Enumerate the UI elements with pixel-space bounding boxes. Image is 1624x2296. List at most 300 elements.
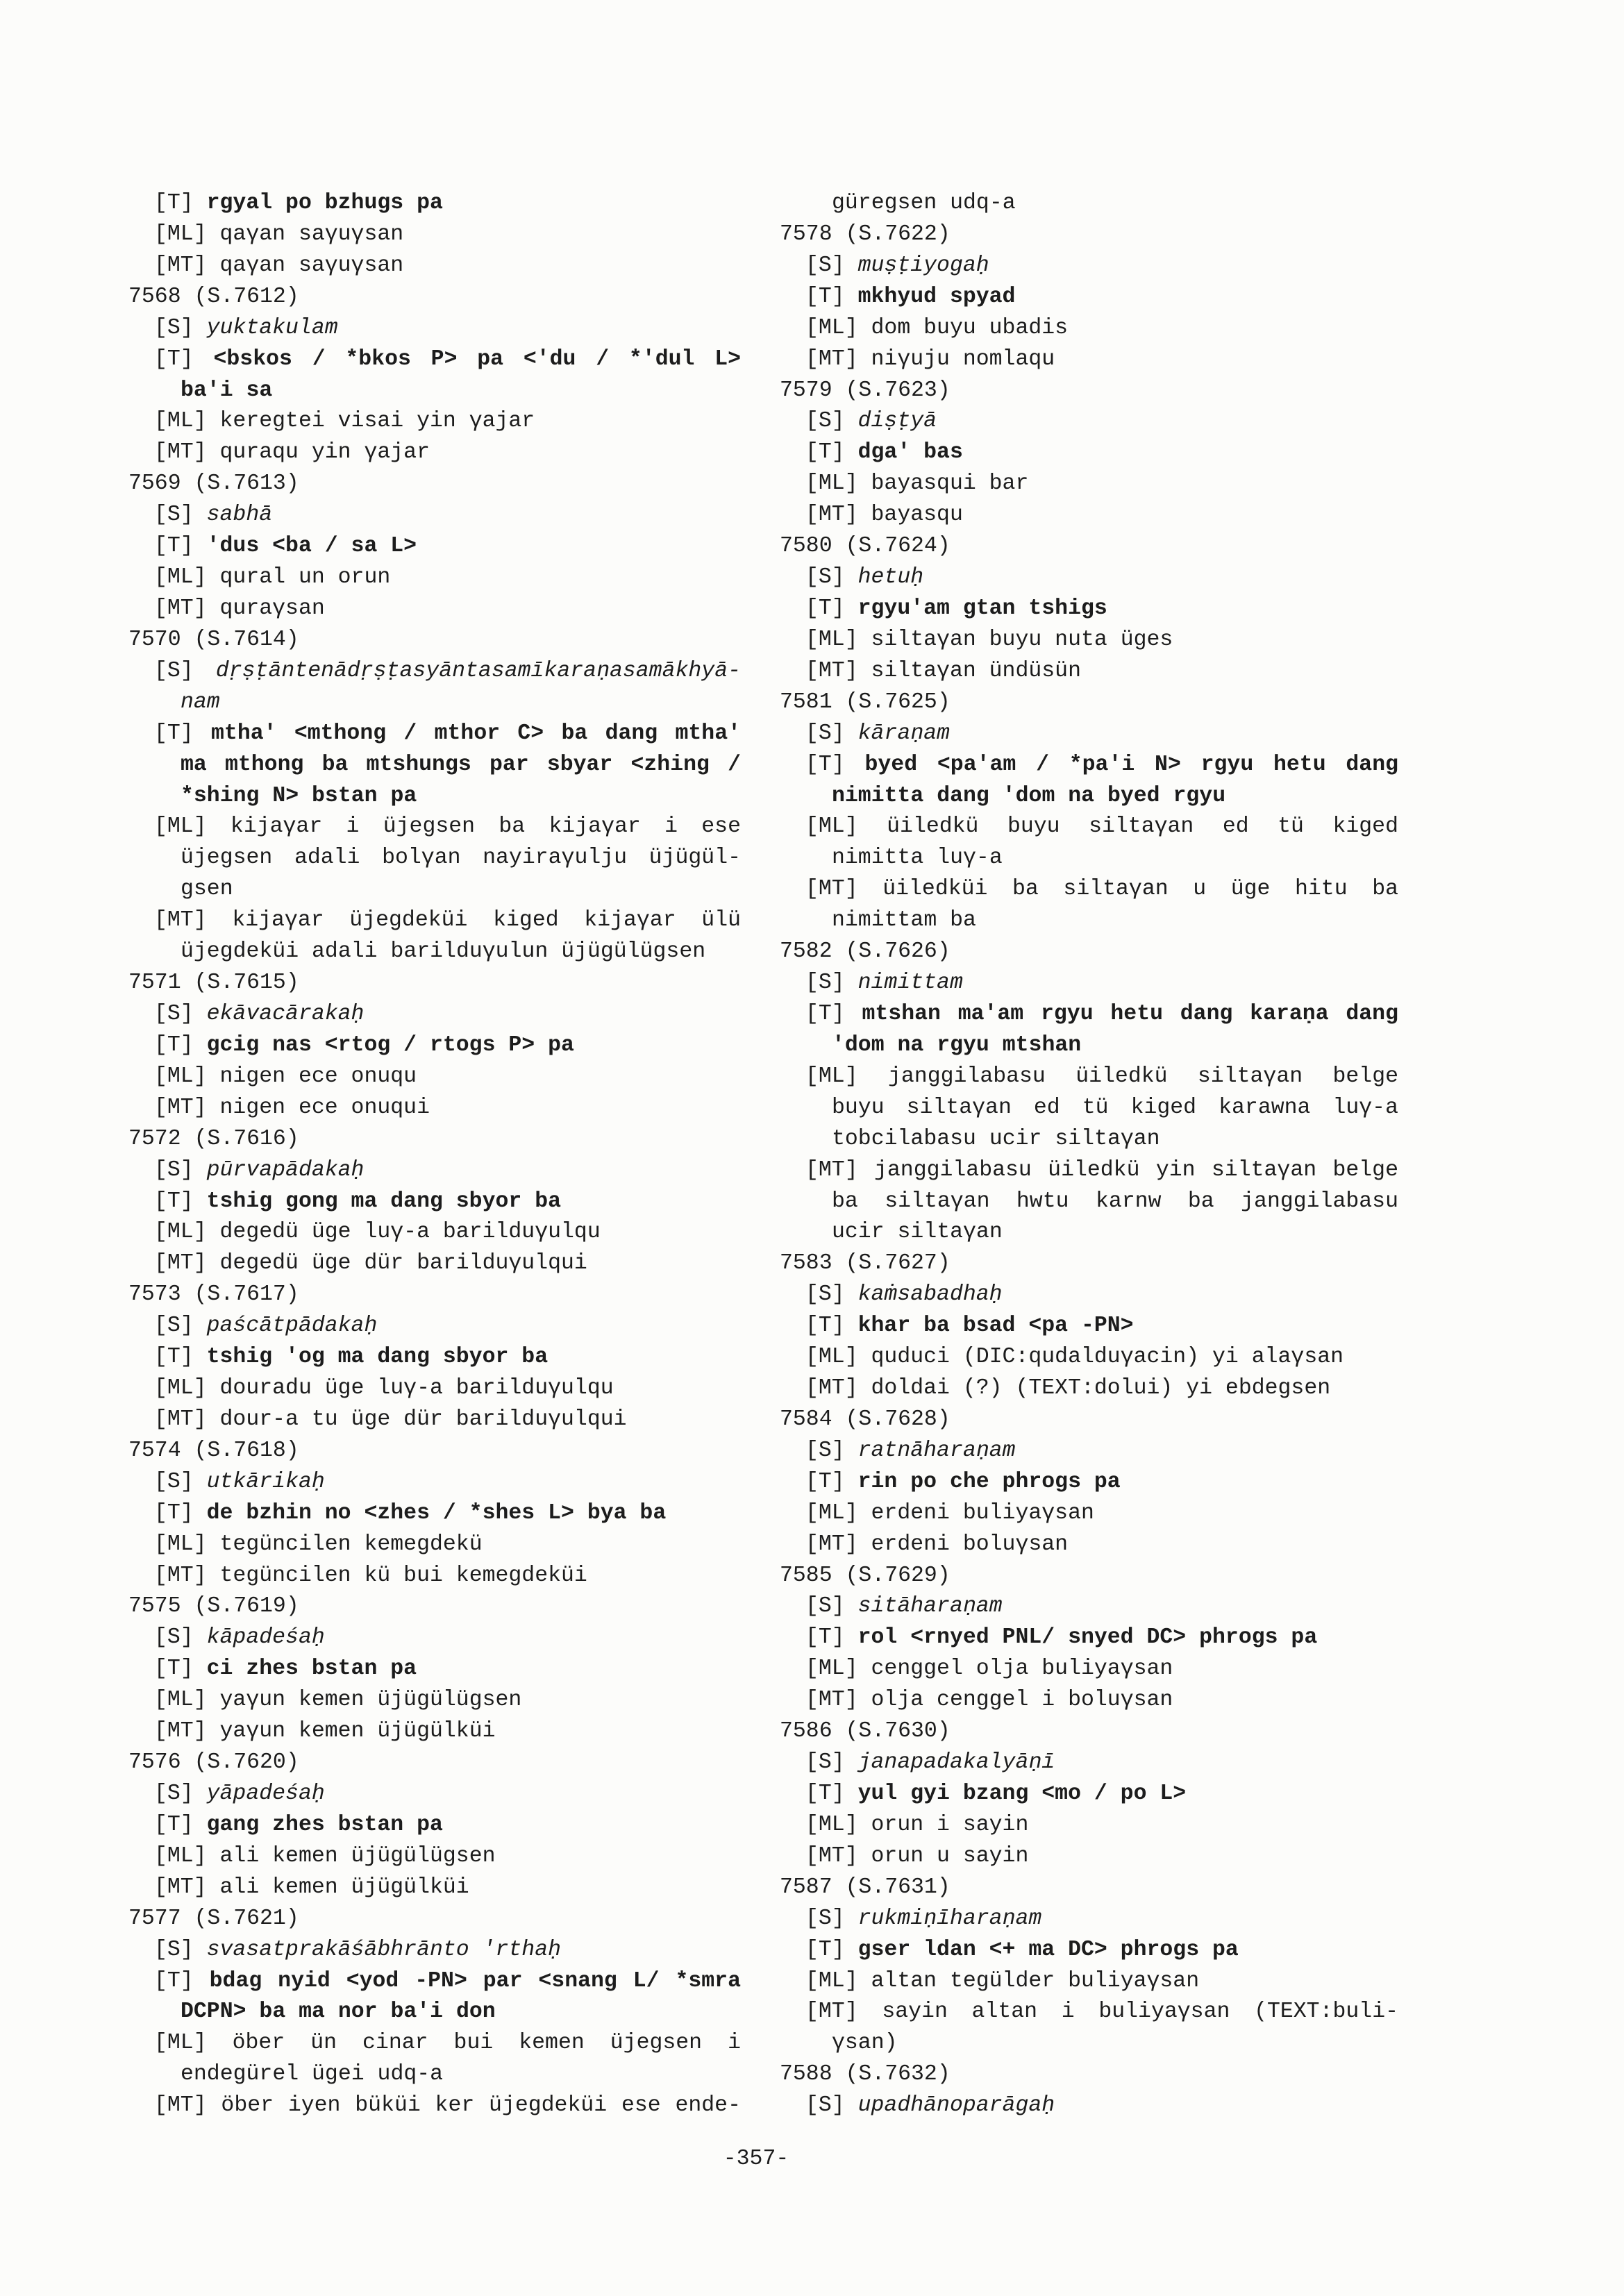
mongolian-mt-line [128,937,741,968]
sanskrit-field [780,1591,1398,1623]
mongolian-ml-line [128,562,741,594]
field-tag: [MT] [805,1157,858,1182]
field-text: degedü üge dür barilduγulqui [219,1251,587,1276]
tibetan-field [780,437,1398,469]
mongolian-ml-field [780,1810,1398,1841]
field-tag: [MT] [154,1095,207,1120]
tibetan-line [780,1467,1398,1498]
field-text: ma mthong ba mtshungs par sbyar <zhing / [181,752,741,777]
field-tag: [MT] [805,1376,858,1401]
mongolian-ml-field [128,2028,741,2090]
field-tag: [MT] [154,596,207,621]
field-text: sayin altan i buliyaγsan (TEXT:buli- [882,2000,1399,2025]
field-text: utkārikaḥ [206,1469,325,1494]
field-tag: [S] [805,1282,845,1307]
sanskrit-field [128,500,741,531]
mongolian-mt-line [780,1373,1398,1405]
sanskrit-line [128,1467,741,1498]
field-text: bdag nyid <yod -PN> par <snang L/ *smra [209,1968,741,1993]
sanskrit-field [780,251,1398,282]
sanskrit-field [128,1935,741,1966]
mongolian-ml-field [780,1966,1398,1997]
field-text: tobcilabasu ucir siltaγan [832,1126,1160,1151]
field-tag: [T] [154,1812,194,1837]
mongolian-mt-line [780,874,1398,905]
field-text: nigen ece onuqui [219,1095,430,1120]
entry-number: 7585 (S.7629) [780,1563,951,1588]
field-tag: [T] [805,752,845,777]
field-text: ci zhes bstan pa [206,1657,417,1682]
dictionary-entry [780,531,1398,687]
mongolian-ml-line [780,1093,1398,1124]
field-tag: [T] [154,1968,194,1993]
tibetan-line [780,999,1398,1030]
tibetan-line [128,531,741,562]
dictionary-entry [128,625,741,968]
field-text: ucir siltaγan [832,1220,1003,1245]
tibetan-field [780,1311,1398,1342]
field-tag: [MT] [154,1563,207,1588]
tibetan-line [128,1498,741,1530]
field-text: rol <rnyed PNL/ snyed DC> phrogs pa [857,1625,1318,1650]
tibetan-line [780,594,1398,625]
field-tag: [ML] [805,1064,858,1089]
field-tag: [T] [154,191,194,215]
field-tag: [S] [154,1782,194,1807]
mongolian-mt-field [128,1248,741,1280]
field-text: dour-a tu üge dür barilduγulqui [219,1407,627,1432]
field-text: mkhyud spyad [857,284,1016,309]
field-text: muṣṭiyogaḥ [857,253,989,278]
field-text: öber iyen büküi ker üjegdeküi ese ende- [221,2093,741,2118]
tibetan-line [128,719,741,750]
field-text: janggilabasu üiledkü yin siltaγan belge [873,1157,1398,1182]
field-tag: [T] [805,596,845,621]
field-text: orun u sayin [871,1843,1029,1868]
mongolian-mt-field [780,656,1398,687]
field-tag: [ML] [805,627,858,652]
dictionary-entry [128,1280,741,1436]
mongolian-mt-field [128,905,741,968]
sanskrit-field [780,719,1398,750]
dictionary-entry [780,937,1398,1248]
field-tag: [ML] [154,565,207,590]
field-tag: [S] [805,2093,845,2118]
mongolian-mt-line [780,1685,1398,1716]
mongolian-mt-line [780,2028,1398,2059]
field-text: kijaγar üjegdeküi kiged kijaγar ülü [232,908,742,933]
mongolian-mt-line [128,1093,741,1124]
mongolian-mt-field [780,500,1398,531]
field-text: upadhānoparāgaḥ [857,2093,1055,2118]
mongolian-ml-line [128,1685,741,1716]
tibetan-line [780,750,1398,781]
field-tag: [T] [805,1937,845,1962]
field-text: douradu üge luγ-a barilduγulqu [219,1376,614,1401]
sanskrit-line [128,1155,741,1187]
field-text: qural un orun [219,565,391,590]
field-tag: [T] [154,534,194,559]
field-text: erdeni buliyaγsan [871,1500,1094,1525]
field-text: siltaγan ündüsün [871,658,1081,683]
field-text: nimittam [857,971,963,996]
sanskrit-field [780,562,1398,594]
field-text: gang zhes bstan pa [206,1812,443,1837]
sanskrit-field [128,999,741,1030]
field-tag: [S] [154,503,194,528]
field-text: orun i sayin [871,1812,1029,1837]
field-text: doldai (?) (TEXT:dolui) yi ebdegsen [871,1376,1331,1401]
sanskrit-line [780,251,1398,282]
field-text: siltaγan buyu nuta üges [871,627,1173,652]
field-text: nimitta luγ-a [832,846,1003,871]
sanskrit-line [128,313,741,344]
field-tag: [ML] [154,1843,207,1868]
continued-line [780,188,1398,219]
sanskrit-line [780,1591,1398,1623]
mongolian-ml-line [128,1373,741,1405]
entry-number: 7571 (S.7615) [128,971,299,996]
field-tag: [S] [154,1937,194,1962]
mongolian-ml-line [780,1498,1398,1530]
sanskrit-field [780,406,1398,437]
mongolian-ml-line [128,406,741,437]
entry-number: 7588 (S.7632) [780,2062,951,2087]
mongolian-mt-field [780,1530,1398,1561]
dictionary-entry [128,1591,741,1748]
sanskrit-line [780,1280,1398,1311]
field-tag: [S] [805,409,845,434]
field-tag: [S] [805,721,845,746]
tibetan-line [128,1810,741,1841]
mongolian-mt-line [780,1997,1398,2028]
tibetan-line [780,1623,1398,1654]
dictionary-entry [128,1436,741,1592]
mongolian-ml-line [128,2028,741,2059]
mongolian-ml-field [780,1062,1398,1155]
field-text: 'dom na rgyu mtshan [832,1032,1082,1057]
field-text: tshig 'og ma dang sbyor ba [206,1345,549,1370]
field-tag: [ML] [154,221,207,246]
mongolian-mt-line [780,1841,1398,1872]
entry-number: 7575 (S.7619) [128,1594,299,1619]
dictionary-entry [780,687,1398,937]
mongolian-ml-line [780,1062,1398,1093]
tibetan-line [128,1187,741,1218]
field-text: de bzhin no <zhes / *shes L> bya ba [206,1500,667,1525]
field-text: <bskos / *bkos P> pa <'du / *'dul L> [213,346,741,371]
field-text: nam [181,689,220,714]
tibetan-line [128,1030,741,1062]
field-text: degedü üge luγ-a barilduγulqu [219,1220,601,1245]
mongolian-ml-field [128,1841,741,1872]
field-tag: [S] [154,1625,194,1650]
mongolian-mt-field [128,437,741,469]
field-tag: [MT] [805,658,858,683]
entry-number: 7587 (S.7631) [780,1875,951,1900]
field-text: cenggel olja buliyaγsan [871,1657,1173,1682]
field-tag: [ML] [154,1688,207,1713]
mongolian-ml-field [128,1217,741,1248]
field-tag: [T] [805,1314,845,1339]
mongolian-ml-line [780,843,1398,874]
field-text: yaγun kemen üjügülküi [219,1719,496,1744]
tibetan-field [128,1810,741,1841]
tibetan-line [128,188,741,219]
field-tag: [S] [154,1314,194,1339]
tibetan-field [128,1342,741,1373]
field-tag: [MT] [154,1407,207,1432]
mongolian-mt-line [128,1716,741,1748]
field-tag: [MT] [154,1875,207,1900]
tibetan-field [128,531,741,562]
mongolian-mt-field [128,1093,741,1124]
mongolian-ml-line [780,1810,1398,1841]
sanskrit-line [780,1436,1398,1467]
sanskrit-line [780,719,1398,750]
sanskrit-line [128,1623,741,1654]
entry-number: 7578 (S.7622) [780,221,951,246]
entry-number: 7572 (S.7616) [128,1126,299,1151]
sanskrit-line [128,500,741,531]
tibetan-line [128,376,741,407]
field-tag: [S] [154,1001,194,1026]
field-tag: [MT] [805,1688,858,1713]
mongolian-mt-line [128,1248,741,1280]
field-tag: [S] [154,1157,194,1182]
sanskrit-line [780,1748,1398,1779]
mongolian-mt-field [780,1685,1398,1716]
mongolian-mt-field [128,1716,741,1748]
field-tag: [MT] [805,1532,858,1557]
mongolian-ml-field [780,469,1398,500]
mongolian-ml-field [128,1062,741,1093]
entry-number: 7584 (S.7628) [780,1407,951,1432]
field-tag: [ML] [805,471,858,496]
sanskrit-field [780,1280,1398,1311]
page-number: -357- [723,2147,789,2171]
field-text: rin po che phrogs pa [857,1469,1121,1494]
dictionary-entry [128,1904,741,2122]
sanskrit-line [128,1311,741,1342]
tibetan-line [780,1779,1398,1810]
field-tag: [T] [154,1657,194,1682]
mongolian-mt-line [128,1872,741,1904]
tibetan-field [128,344,741,407]
field-tag: [T] [154,1500,194,1525]
field-tag: [MT] [805,1843,858,1868]
entry-number: 7568 (S.7612) [128,284,299,309]
mongolian-mt-line [128,905,741,937]
field-tag: [ML] [805,1500,858,1525]
field-tag: [T] [154,346,194,371]
sanskrit-line [128,1935,741,1966]
dictionary-entry [128,469,741,625]
field-tag: [ML] [154,1532,207,1557]
dictionary-entry [780,1561,1398,1717]
field-text: qaγan saγuγsan [219,253,404,278]
sanskrit-field [128,656,741,719]
field-text: endegürel ügei udq-a [181,2062,444,2087]
mongolian-ml-field [128,406,741,437]
field-tag: [S] [805,1750,845,1775]
tibetan-field [780,594,1398,625]
field-tag: [S] [154,1469,194,1494]
tibetan-field [780,999,1398,1062]
field-text: ba siltaγan hwtu karnw ba janggilabasu [832,1189,1398,1214]
entry-number: 7573 (S.7617) [128,1282,299,1307]
mongolian-ml-line [128,1841,741,1872]
field-text: dom buyu ubadis [871,315,1069,340]
field-tag: [S] [805,565,845,590]
field-text: mtha' <mthong / mthor C> ba dang mtha' [211,721,741,746]
mongolian-ml-field [780,1654,1398,1685]
field-text: hetuḥ [857,565,924,590]
mongolian-ml-line [780,812,1398,843]
field-tag: [ML] [805,315,858,340]
sanskrit-line [128,1779,741,1810]
field-text: yul gyi bzang <mo / po L> [857,1782,1187,1807]
field-text: DCPN> ba ma nor ba'i don [181,2000,496,2025]
field-text: olja cenggel i boluγsan [871,1688,1173,1713]
field-tag: [T] [805,1625,845,1650]
sanskrit-field [780,2090,1398,2122]
sanskrit-line [780,968,1398,999]
field-text: bayasqu [871,503,963,528]
tibetan-line [780,1030,1398,1062]
field-text: buyu siltaγan ed tü kiged karawna luγ-a [832,1095,1398,1120]
mongolian-ml-field [780,812,1398,874]
field-text: janapadakalyāṇī [857,1750,1055,1775]
tibetan-field [780,1935,1398,1966]
dictionary-entry [780,1872,1398,2060]
field-text: rgyal po bzhugs pa [206,191,443,215]
field-tag: [MT] [154,1251,207,1276]
tibetan-line [780,282,1398,313]
field-tag: [MT] [805,346,858,371]
mongolian-ml-line [128,1062,741,1093]
entry-number: 7579 (S.7623) [780,378,951,403]
mongolian-mt-field [780,1841,1398,1872]
field-text: rukmiṇīharaṇam [857,1906,1042,1931]
mongolian-mt-line [128,2090,741,2122]
tibetan-line [128,1966,741,1997]
mongolian-ml-field [128,1373,741,1405]
entry-number: 7582 (S.7626) [780,939,951,964]
sanskrit-line [780,2090,1398,2122]
mongolian-mt-line [128,437,741,469]
field-text: quduci (DIC:qudalduγacin) yi alaγsan [871,1345,1344,1370]
field-tag: [ML] [154,1376,207,1401]
tibetan-line [780,1311,1398,1342]
mongolian-ml-line [780,1342,1398,1373]
tibetan-line [780,437,1398,469]
field-tag: [ML] [154,409,207,434]
field-text: ali kemen üjügülküi [219,1875,469,1900]
field-tag: [ML] [154,2031,207,2056]
tibetan-line [128,1997,741,2028]
sanskrit-field [780,1436,1398,1467]
field-text: üiledkü buyu siltaγan ed tü kiged [887,814,1398,839]
dictionary-entry [128,188,741,282]
mongolian-mt-line [780,1187,1398,1218]
field-text: ratnāharaṇam [857,1438,1016,1463]
field-text: tegüncilen kemegdekü [219,1532,483,1557]
field-text: üjegdeküi adali barilduγulun üjügülügsen [181,939,706,964]
field-text: sitāharaṇam [857,1594,1003,1619]
mongolian-mt-field [780,874,1398,937]
tibetan-line [128,344,741,376]
tibetan-field [780,750,1398,812]
field-tag: [T] [805,440,845,465]
field-text: tegüncilen kü bui kemegdeküi [219,1563,587,1588]
mongolian-ml-line [128,1217,741,1248]
field-tag: [T] [154,1032,194,1057]
mongolian-ml-field [128,1530,741,1561]
field-tag: [MT] [154,2093,207,2118]
tibetan-field [128,1030,741,1062]
field-tag: [S] [154,658,194,683]
field-text: ekāvacārakaḥ [206,1001,365,1026]
field-text: qaγan saγuγsan [219,221,404,246]
field-tag: [T] [154,1345,194,1370]
field-tag: [MT] [154,908,207,933]
entry-number: 7586 (S.7630) [780,1719,951,1744]
field-text: niγuju nomlaqu [871,346,1055,371]
mongolian-ml-line [780,313,1398,344]
mongolian-ml-line [128,843,741,874]
mongolian-ml-line [780,625,1398,656]
mongolian-mt-field [128,2090,741,2122]
mongolian-ml-line [128,874,741,905]
field-text: ba'i sa [181,378,273,403]
field-tag: [MT] [805,2000,858,2025]
mongolian-ml-line [128,2059,741,2090]
mongolian-ml-field [128,562,741,594]
field-text: altan tegülder buliyaγsan [871,1968,1200,1993]
field-text: tshig gong ma dang sbyor ba [206,1189,562,1214]
mongolian-ml-line [780,1124,1398,1155]
tibetan-field [780,282,1398,313]
field-text: sabhā [206,503,273,528]
mongolian-mt-field [128,1561,741,1592]
dictionary-entry [780,1405,1398,1561]
tibetan-field [128,719,741,812]
mongolian-mt-field [128,251,741,282]
field-text: dga' bas [857,440,963,465]
field-tag: [ML] [805,1968,858,1993]
field-text: üjegsen adali bolγan nayiraγulju üjügül- [181,846,741,871]
field-tag: [MT] [805,503,858,528]
tibetan-field [128,1498,741,1530]
sanskrit-field [128,1779,741,1810]
mongolian-mt-field [128,594,741,625]
entry-number: 7581 (S.7625) [780,689,951,714]
sanskrit-line [780,562,1398,594]
field-text: yāpadeśaḥ [206,1782,325,1807]
field-text: janggilabasu üiledkü siltaγan belge [888,1064,1399,1089]
mongolian-mt-line [780,1217,1398,1248]
mongolian-mt-line [780,1155,1398,1187]
field-tag: [T] [805,1469,845,1494]
field-tag: [T] [805,1001,845,1026]
mongolian-ml-line [780,1654,1398,1685]
field-text: dṛṣṭāntenādṛṣṭasyāntasamīkaraṇasamākhyā- [215,658,741,683]
tibetan-field [128,1966,741,2029]
field-tag: [T] [805,284,845,309]
field-tag: [T] [154,721,194,746]
field-tag: [S] [805,971,845,996]
